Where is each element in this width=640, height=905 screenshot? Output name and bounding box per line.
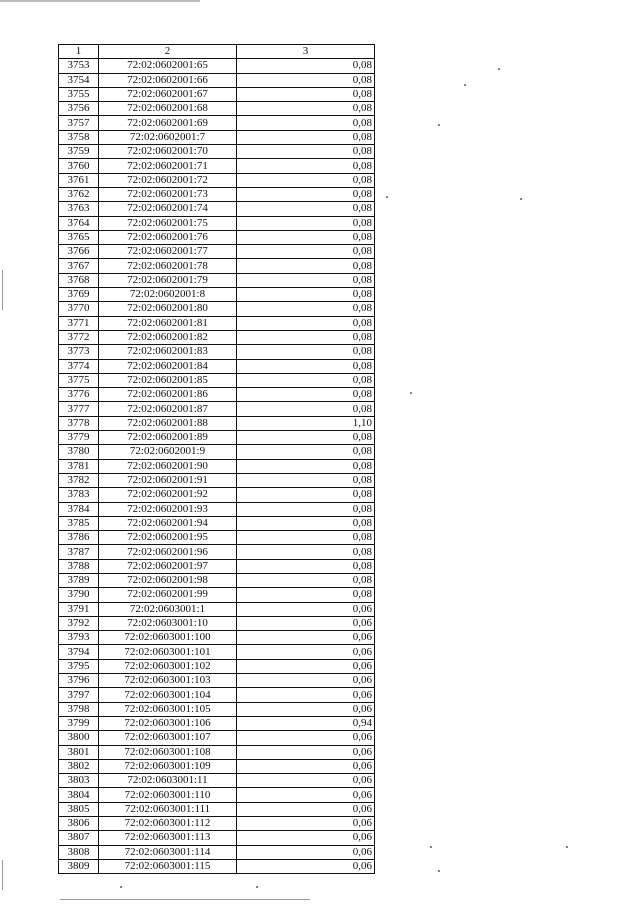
table-row <box>59 645 375 659</box>
row-number-cell: 3757 <box>59 116 99 130</box>
cadastral-number-cell: 72:02:0602001:70 <box>99 145 237 159</box>
row-number-cell: 3789 <box>59 573 99 587</box>
value-cell: 0,06 <box>237 745 375 759</box>
table-row <box>59 345 375 359</box>
value-cell: 0,08 <box>237 345 375 359</box>
cadastral-number-cell: 72:02:0603001:112 <box>99 817 237 831</box>
table-row <box>59 545 375 559</box>
column-header-3: 3 <box>237 45 375 59</box>
row-number-cell: 3798 <box>59 702 99 716</box>
row-number-cell: 3776 <box>59 388 99 402</box>
row-number-cell: 3765 <box>59 230 99 244</box>
table-row <box>59 688 375 702</box>
table-row <box>59 488 375 502</box>
value-cell: 0,08 <box>237 273 375 287</box>
table-row <box>59 817 375 831</box>
cadastral-number-cell: 72:02:0603001:100 <box>99 631 237 645</box>
cadastral-number-cell: 72:02:0603001:110 <box>99 788 237 802</box>
cadastral-number-cell: 72:02:0602001:87 <box>99 402 237 416</box>
cadastral-number-cell: 72:02:0602001:75 <box>99 216 237 230</box>
scan-speck <box>256 886 258 888</box>
value-cell: 1,10 <box>237 416 375 430</box>
scan-left-edge-artifact <box>2 270 3 310</box>
table-row <box>59 573 375 587</box>
row-number-cell: 3799 <box>59 716 99 730</box>
table-row <box>59 473 375 487</box>
table-row <box>59 73 375 87</box>
cadastral-number-cell: 72:02:0602001:91 <box>99 473 237 487</box>
value-cell: 0,08 <box>237 259 375 273</box>
table-row <box>59 831 375 845</box>
table-row <box>59 445 375 459</box>
value-cell: 0,08 <box>237 230 375 244</box>
table-row <box>59 702 375 716</box>
value-cell: 0,06 <box>237 602 375 616</box>
scan-speck <box>520 198 522 200</box>
cadastral-number-cell: 72:02:0602001:97 <box>99 559 237 573</box>
row-number-cell: 3758 <box>59 130 99 144</box>
value-cell: 0,06 <box>237 731 375 745</box>
row-number-cell: 3759 <box>59 145 99 159</box>
table-row <box>59 130 375 144</box>
row-number-cell: 3753 <box>59 59 99 73</box>
table-row <box>59 102 375 116</box>
scan-speck <box>386 196 388 198</box>
table-row <box>59 731 375 745</box>
value-cell: 0,08 <box>237 402 375 416</box>
cadastral-number-cell: 72:02:0602001:92 <box>99 488 237 502</box>
column-header-2: 2 <box>99 45 237 59</box>
parcel-table <box>58 44 375 874</box>
row-number-cell: 3772 <box>59 330 99 344</box>
table-row <box>59 116 375 130</box>
value-cell: 0,06 <box>237 774 375 788</box>
value-cell: 0,08 <box>237 245 375 259</box>
table-row <box>59 273 375 287</box>
table-row <box>59 431 375 445</box>
cadastral-number-cell: 72:02:0602001:83 <box>99 345 237 359</box>
row-number-cell: 3795 <box>59 659 99 673</box>
table-row <box>59 159 375 173</box>
value-cell: 0,08 <box>237 302 375 316</box>
table-row <box>59 516 375 530</box>
table-row <box>59 459 375 473</box>
table-row <box>59 187 375 201</box>
cadastral-number-cell: 72:02:0602001:89 <box>99 431 237 445</box>
table-row <box>59 588 375 602</box>
cadastral-number-cell: 72:02:0603001:109 <box>99 759 237 773</box>
cadastral-number-cell: 72:02:0602001:94 <box>99 516 237 530</box>
table-row <box>59 316 375 330</box>
value-cell: 0,08 <box>237 373 375 387</box>
cadastral-number-cell: 72:02:0603001:113 <box>99 831 237 845</box>
value-cell: 0,08 <box>237 288 375 302</box>
table-row <box>59 288 375 302</box>
row-number-cell: 3791 <box>59 602 99 616</box>
row-number-cell: 3771 <box>59 316 99 330</box>
table-row <box>59 659 375 673</box>
row-number-cell: 3796 <box>59 674 99 688</box>
value-cell: 0,08 <box>237 116 375 130</box>
row-number-cell: 3804 <box>59 788 99 802</box>
row-number-cell: 3805 <box>59 802 99 816</box>
cadastral-number-cell: 72:02:0602001:77 <box>99 245 237 259</box>
value-cell: 0,08 <box>237 431 375 445</box>
table-row <box>59 531 375 545</box>
row-number-cell: 3773 <box>59 345 99 359</box>
cadastral-number-cell: 72:02:0602001:81 <box>99 316 237 330</box>
table-row <box>59 145 375 159</box>
cadastral-number-cell: 72:02:0602001:68 <box>99 102 237 116</box>
table-body <box>59 59 375 874</box>
row-number-cell: 3774 <box>59 359 99 373</box>
table-row <box>59 845 375 859</box>
cadastral-number-cell: 72:02:0602001:66 <box>99 73 237 87</box>
value-cell: 0,08 <box>237 145 375 159</box>
table-row <box>59 388 375 402</box>
value-cell: 0,08 <box>237 502 375 516</box>
scan-speck <box>120 886 122 888</box>
value-cell: 0,08 <box>237 459 375 473</box>
scan-speck <box>566 846 568 848</box>
value-cell: 0,08 <box>237 559 375 573</box>
value-cell: 0,08 <box>237 159 375 173</box>
cadastral-number-cell: 72:02:0603001:107 <box>99 731 237 745</box>
cadastral-number-cell: 72:02:0602001:67 <box>99 87 237 101</box>
scan-speck <box>410 392 412 394</box>
value-cell: 0,08 <box>237 488 375 502</box>
cadastral-number-cell: 72:02:0602001:72 <box>99 173 237 187</box>
row-number-cell: 3782 <box>59 473 99 487</box>
cadastral-number-cell: 72:02:0602001:73 <box>99 187 237 201</box>
table-row <box>59 802 375 816</box>
value-cell: 0,08 <box>237 187 375 201</box>
table-row <box>59 302 375 316</box>
table-row <box>59 173 375 187</box>
value-cell: 0,08 <box>237 59 375 73</box>
value-cell: 0,08 <box>237 516 375 530</box>
row-number-cell: 3763 <box>59 202 99 216</box>
value-cell: 0,08 <box>237 316 375 330</box>
value-cell: 0,06 <box>237 831 375 845</box>
cadastral-number-cell: 72:02:0602001:7 <box>99 130 237 144</box>
cadastral-number-cell: 72:02:0603001:105 <box>99 702 237 716</box>
row-number-cell: 3784 <box>59 502 99 516</box>
table-row <box>59 502 375 516</box>
cadastral-number-cell: 72:02:0602001:95 <box>99 531 237 545</box>
row-number-cell: 3779 <box>59 431 99 445</box>
cadastral-number-cell: 72:02:0603001:104 <box>99 688 237 702</box>
table-row <box>59 674 375 688</box>
value-cell: 0,08 <box>237 202 375 216</box>
row-number-cell: 3807 <box>59 831 99 845</box>
cadastral-number-cell: 72:02:0602001:8 <box>99 288 237 302</box>
value-cell: 0,08 <box>237 73 375 87</box>
value-cell: 0,06 <box>237 674 375 688</box>
value-cell: 0,08 <box>237 473 375 487</box>
cadastral-number-cell: 72:02:0602001:96 <box>99 545 237 559</box>
value-cell: 0,08 <box>237 588 375 602</box>
cadastral-number-cell: 72:02:0603001:102 <box>99 659 237 673</box>
cadastral-number-cell: 72:02:0603001:115 <box>99 859 237 873</box>
cadastral-number-cell: 72:02:0602001:85 <box>99 373 237 387</box>
column-header-1: 1 <box>59 45 99 59</box>
row-number-cell: 3785 <box>59 516 99 530</box>
cadastral-number-cell: 72:02:0603001:114 <box>99 845 237 859</box>
row-number-cell: 3775 <box>59 373 99 387</box>
value-cell: 0,06 <box>237 702 375 716</box>
cadastral-number-cell: 72:02:0602001:99 <box>99 588 237 602</box>
table-row <box>59 559 375 573</box>
value-cell: 0,08 <box>237 531 375 545</box>
value-cell: 0,06 <box>237 817 375 831</box>
value-cell: 0,08 <box>237 445 375 459</box>
row-number-cell: 3767 <box>59 259 99 273</box>
table-row <box>59 774 375 788</box>
row-number-cell: 3755 <box>59 87 99 101</box>
value-cell: 0,06 <box>237 659 375 673</box>
table-row <box>59 788 375 802</box>
value-cell: 0,06 <box>237 759 375 773</box>
table-row <box>59 259 375 273</box>
cadastral-number-cell: 72:02:0602001:65 <box>99 59 237 73</box>
cadastral-number-cell: 72:02:0602001:86 <box>99 388 237 402</box>
table-row <box>59 230 375 244</box>
value-cell: 0,08 <box>237 173 375 187</box>
cadastral-number-cell: 72:02:0603001:101 <box>99 645 237 659</box>
scan-top-artifact <box>0 0 200 2</box>
row-number-cell: 3781 <box>59 459 99 473</box>
row-number-cell: 3790 <box>59 588 99 602</box>
scan-left-edge-artifact <box>2 860 3 890</box>
row-number-cell: 3756 <box>59 102 99 116</box>
row-number-cell: 3777 <box>59 402 99 416</box>
table-row <box>59 616 375 630</box>
scan-speck <box>438 124 440 126</box>
table-row <box>59 373 375 387</box>
cadastral-number-cell: 72:02:0602001:78 <box>99 259 237 273</box>
cadastral-number-cell: 72:02:0602001:9 <box>99 445 237 459</box>
row-number-cell: 3786 <box>59 531 99 545</box>
row-number-cell: 3801 <box>59 745 99 759</box>
cadastral-number-cell: 72:02:0603001:10 <box>99 616 237 630</box>
row-number-cell: 3764 <box>59 216 99 230</box>
row-number-cell: 3787 <box>59 545 99 559</box>
row-number-cell: 3769 <box>59 288 99 302</box>
value-cell: 0,06 <box>237 845 375 859</box>
row-number-cell: 3780 <box>59 445 99 459</box>
cadastral-number-cell: 72:02:0603001:108 <box>99 745 237 759</box>
row-number-cell: 3802 <box>59 759 99 773</box>
cadastral-number-cell: 72:02:0602001:71 <box>99 159 237 173</box>
value-cell: 0,08 <box>237 102 375 116</box>
table-row <box>59 416 375 430</box>
cadastral-number-cell: 72:02:0602001:93 <box>99 502 237 516</box>
cadastral-number-cell: 72:02:0602001:79 <box>99 273 237 287</box>
row-number-cell: 3768 <box>59 273 99 287</box>
row-number-cell: 3806 <box>59 817 99 831</box>
value-cell: 0,06 <box>237 616 375 630</box>
row-number-cell: 3809 <box>59 859 99 873</box>
value-cell: 0,06 <box>237 788 375 802</box>
row-number-cell: 3760 <box>59 159 99 173</box>
cadastral-number-cell: 72:02:0602001:74 <box>99 202 237 216</box>
table-row <box>59 359 375 373</box>
value-cell: 0,06 <box>237 645 375 659</box>
scan-bottom-artifact <box>60 899 310 900</box>
table-row <box>59 59 375 73</box>
table-row <box>59 87 375 101</box>
value-cell: 0,08 <box>237 216 375 230</box>
value-cell: 0,08 <box>237 87 375 101</box>
table-row <box>59 216 375 230</box>
cadastral-number-cell: 72:02:0603001:1 <box>99 602 237 616</box>
table-row <box>59 330 375 344</box>
value-cell: 0,08 <box>237 388 375 402</box>
cadastral-number-cell: 72:02:0602001:80 <box>99 302 237 316</box>
row-number-cell: 3788 <box>59 559 99 573</box>
cadastral-number-cell: 72:02:0602001:69 <box>99 116 237 130</box>
table-header-row <box>59 45 375 59</box>
row-number-cell: 3792 <box>59 616 99 630</box>
row-number-cell: 3754 <box>59 73 99 87</box>
cadastral-number-cell: 72:02:0602001:90 <box>99 459 237 473</box>
table-row <box>59 245 375 259</box>
cadastral-number-cell: 72:02:0603001:103 <box>99 674 237 688</box>
table-row <box>59 745 375 759</box>
value-cell: 0,08 <box>237 359 375 373</box>
scan-speck <box>438 870 440 872</box>
row-number-cell: 3761 <box>59 173 99 187</box>
row-number-cell: 3770 <box>59 302 99 316</box>
value-cell: 0,06 <box>237 802 375 816</box>
row-number-cell: 3778 <box>59 416 99 430</box>
value-cell: 0,06 <box>237 631 375 645</box>
row-number-cell: 3803 <box>59 774 99 788</box>
table-row <box>59 759 375 773</box>
cadastral-number-cell: 72:02:0602001:82 <box>99 330 237 344</box>
cadastral-number-cell: 72:02:0603001:111 <box>99 802 237 816</box>
row-number-cell: 3797 <box>59 688 99 702</box>
cadastral-number-cell: 72:02:0603001:11 <box>99 774 237 788</box>
table-row <box>59 716 375 730</box>
value-cell: 0,94 <box>237 716 375 730</box>
row-number-cell: 3800 <box>59 731 99 745</box>
value-cell: 0,08 <box>237 545 375 559</box>
cadastral-number-cell: 72:02:0603001:106 <box>99 716 237 730</box>
row-number-cell: 3794 <box>59 645 99 659</box>
row-number-cell: 3808 <box>59 845 99 859</box>
value-cell: 0,06 <box>237 859 375 873</box>
scan-speck <box>464 84 466 86</box>
cadastral-number-cell: 72:02:0602001:84 <box>99 359 237 373</box>
value-cell: 0,08 <box>237 330 375 344</box>
row-number-cell: 3793 <box>59 631 99 645</box>
table-row <box>59 602 375 616</box>
row-number-cell: 3783 <box>59 488 99 502</box>
cadastral-number-cell: 72:02:0602001:98 <box>99 573 237 587</box>
cadastral-number-cell: 72:02:0602001:88 <box>99 416 237 430</box>
row-number-cell: 3762 <box>59 187 99 201</box>
scan-speck <box>498 68 500 70</box>
value-cell: 0,06 <box>237 688 375 702</box>
table-row <box>59 402 375 416</box>
table-row <box>59 631 375 645</box>
value-cell: 0,08 <box>237 130 375 144</box>
scan-speck <box>430 846 432 848</box>
table-row <box>59 859 375 873</box>
value-cell: 0,08 <box>237 573 375 587</box>
table-row <box>59 202 375 216</box>
row-number-cell: 3766 <box>59 245 99 259</box>
cadastral-number-cell: 72:02:0602001:76 <box>99 230 237 244</box>
